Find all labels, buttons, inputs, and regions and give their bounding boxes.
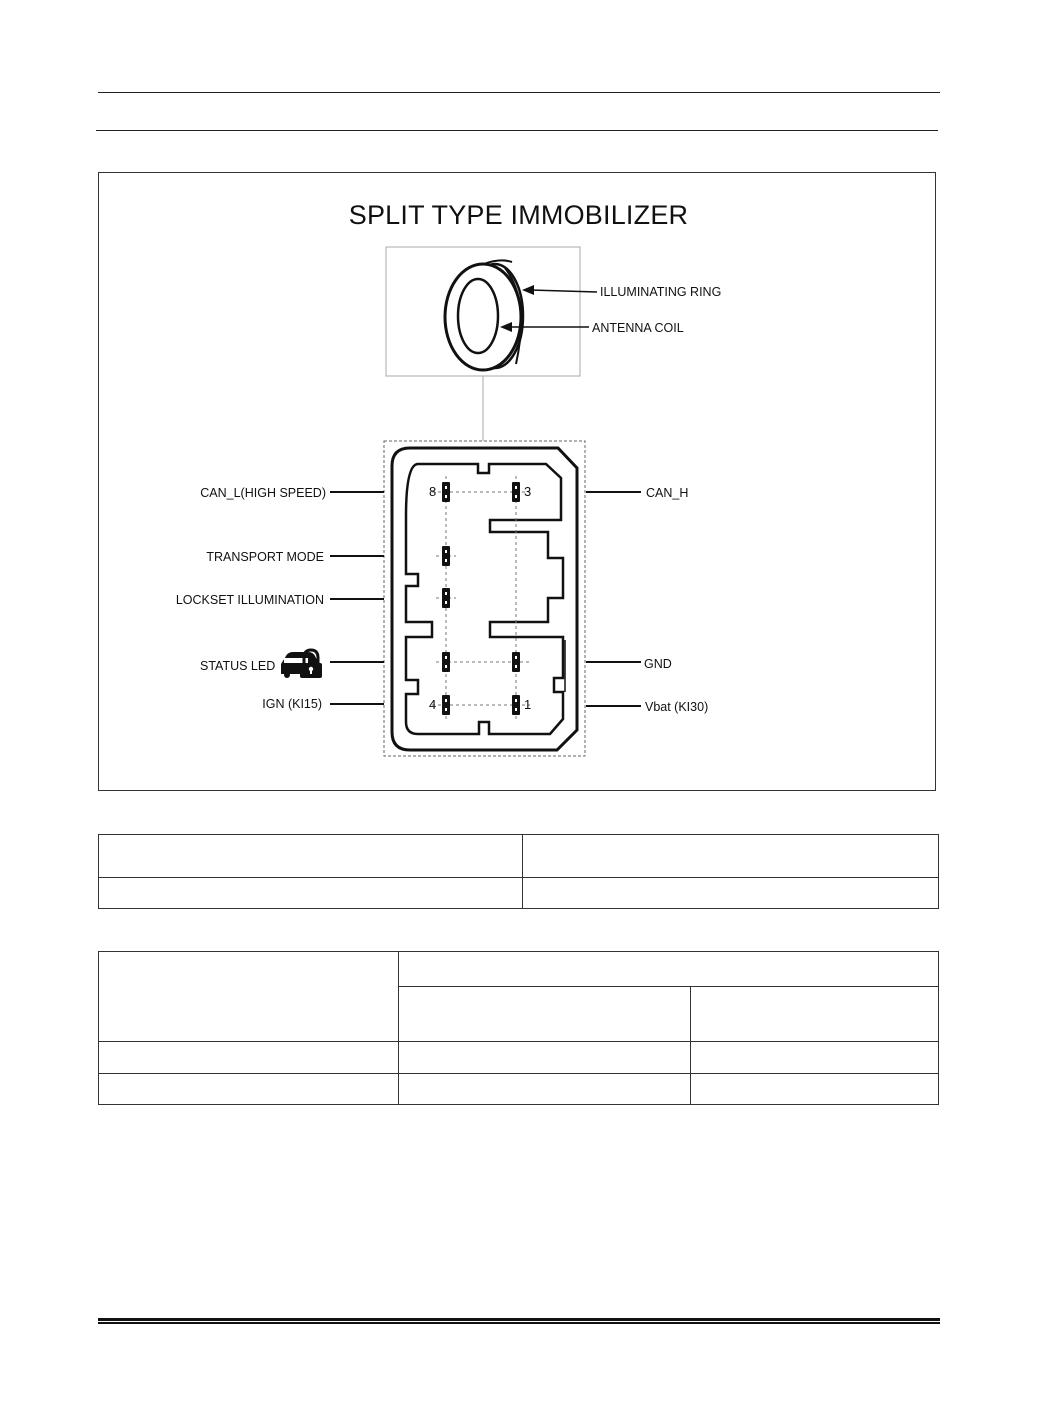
status-led-label: STATUS LED — [200, 659, 276, 673]
table-row — [99, 952, 939, 987]
pin-number-8: 8 — [429, 484, 437, 499]
table-row — [99, 835, 939, 878]
pin-number-3: 3 — [524, 484, 532, 499]
pin-terminal — [442, 546, 450, 566]
table-cell — [523, 835, 939, 878]
table-cell — [399, 1074, 691, 1105]
table-cell — [99, 1074, 399, 1105]
table-row — [99, 878, 939, 909]
table-cell — [99, 835, 523, 878]
transport-mode-label: TRANSPORT MODE — [206, 550, 324, 564]
table-cell — [691, 987, 939, 1042]
gnd-label: GND — [644, 657, 672, 671]
pin-number-4: 4 — [429, 697, 437, 712]
car-lock-icon — [281, 650, 322, 678]
table-cell — [691, 1042, 939, 1074]
table-cell — [399, 952, 939, 987]
table-cell — [523, 878, 939, 909]
figure-title: SPLIT TYPE IMMOBILIZER — [348, 200, 689, 230]
pin-terminal — [442, 588, 450, 608]
table-row — [99, 1042, 939, 1074]
table-1 — [98, 834, 939, 909]
table-row — [99, 1074, 939, 1105]
pin-terminal — [512, 482, 520, 502]
can-h-label: CAN_H — [646, 486, 689, 500]
vbat-label: Vbat (KI30) — [645, 700, 709, 714]
illuminating-ring-label: ILLUMINATING RING — [600, 285, 722, 299]
table-cell — [691, 1074, 939, 1105]
pin-terminal — [512, 695, 520, 715]
pin-terminal — [442, 652, 450, 672]
table-cell — [99, 952, 399, 1042]
pin-terminal — [512, 652, 520, 672]
ign-label: IGN (KI15) — [262, 697, 322, 711]
pin-terminal — [442, 695, 450, 715]
can-l-label: CAN_L(HIGH SPEED) — [200, 486, 326, 500]
antenna-coil-label: ANTENNA COIL — [592, 321, 684, 335]
table-cell — [99, 1042, 399, 1074]
pin-terminal — [442, 482, 450, 502]
table-cell — [399, 987, 691, 1042]
table-cell — [399, 1042, 691, 1074]
table-cell — [99, 878, 523, 909]
lockset-illumination-label: LOCKSET ILLUMINATION — [175, 593, 324, 607]
footer-rule — [98, 1318, 940, 1324]
pin-number-1: 1 — [524, 697, 532, 712]
illuminating-ring-icon — [445, 260, 523, 370]
table-2 — [98, 951, 939, 1105]
